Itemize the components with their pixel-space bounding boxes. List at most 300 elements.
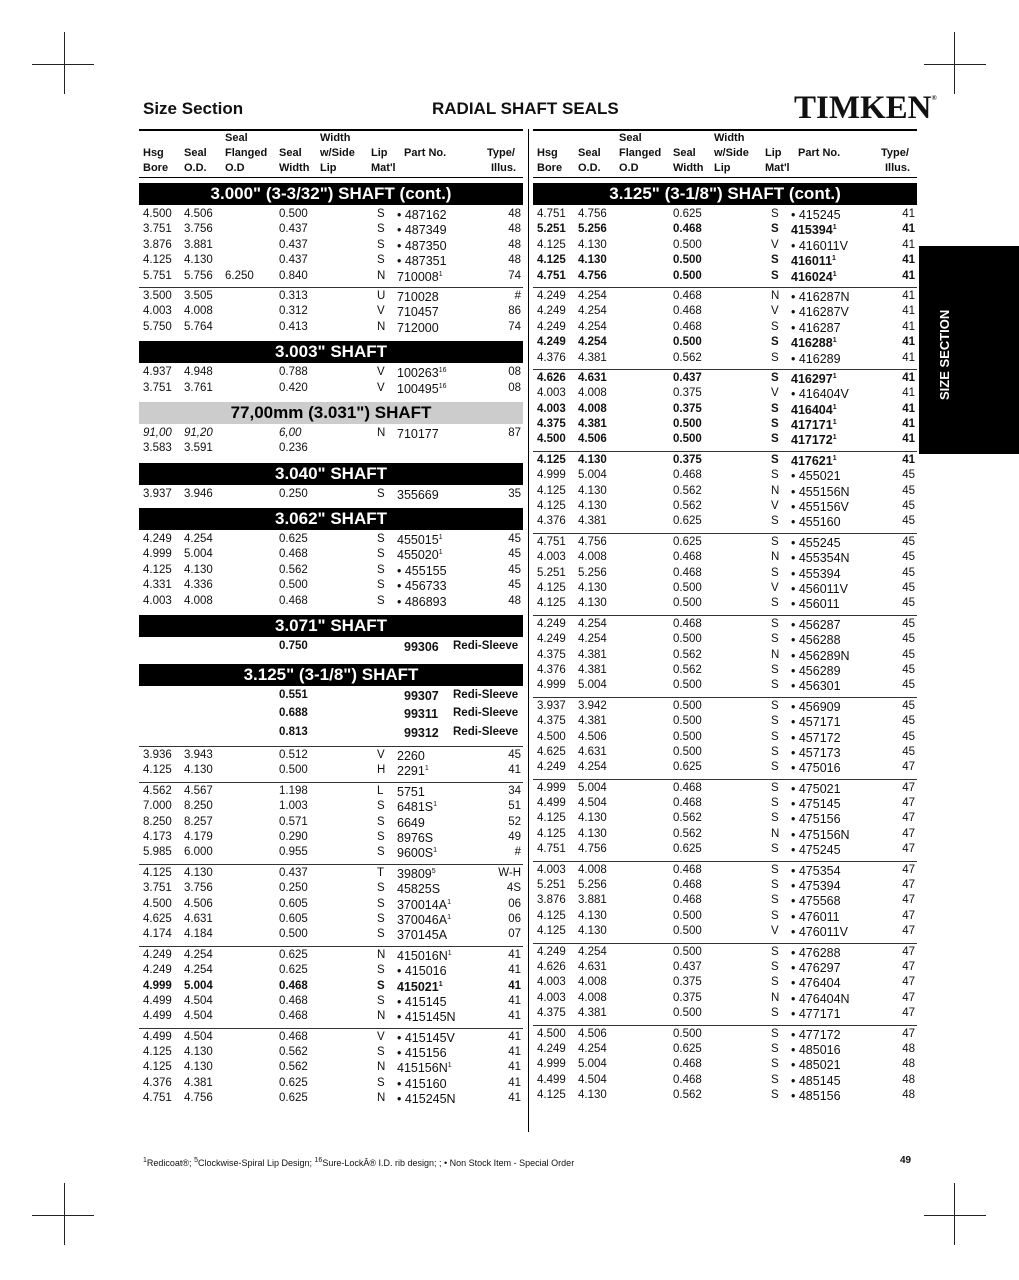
cell-hsg-bore: 4.626: [537, 960, 566, 973]
table-row: [533, 633, 917, 648]
cell-part-no: 8976S: [397, 830, 434, 845]
cell-type-illus: 41: [508, 1010, 521, 1023]
cell-part-no: • 456287: [791, 617, 841, 632]
cell-part-no: • 456301: [791, 679, 841, 694]
cell-hsg-bore: 4.125: [143, 1046, 172, 1059]
cell-type-illus: 41: [508, 1030, 521, 1043]
cell-hsg-bore: 4.999: [537, 781, 566, 794]
cell-seal-width: 0.437: [673, 371, 702, 384]
cell-hsg-bore: 4.125: [537, 597, 566, 610]
cell-seal-width: 0.500: [673, 581, 702, 594]
cell-type-illus: 45: [508, 749, 521, 762]
cell-type-illus: 45: [902, 730, 915, 743]
cell-hsg-bore: 4.999: [143, 979, 172, 992]
cell-lip-material: S: [377, 897, 385, 910]
cell-seal-width: 0.375: [673, 387, 702, 400]
cell-seal-width: 0.468: [673, 305, 702, 318]
cell-part-no: • 487162: [397, 208, 447, 222]
cell-seal-od: 4.381: [578, 515, 607, 528]
cell-hsg-bore: 4.751: [537, 843, 566, 856]
cell-seal-od: 4.130: [578, 238, 607, 251]
cell-type-illus: 41: [902, 433, 915, 446]
cell-part-no: 416288$^1$: [791, 336, 837, 351]
cell-lip-material: S: [771, 843, 779, 856]
cell-lip-material: S: [771, 945, 779, 958]
cell-type-illus: 08: [508, 366, 521, 379]
cell-type-illus: 41: [508, 948, 521, 961]
footnote-marker: 1: [438, 980, 443, 988]
table-row: [139, 1077, 523, 1092]
table-row: [533, 700, 917, 715]
cell-seal-od: 3.756: [184, 223, 213, 236]
table-row: [533, 649, 917, 664]
cell-hsg-bore: 4.625: [143, 912, 172, 925]
cell-seal-width: 0.468: [673, 1058, 702, 1071]
row-group-divider: [533, 533, 917, 534]
header-seal-width: Width: [673, 162, 704, 174]
cell-seal-od: 4.254: [184, 533, 213, 546]
cell-hsg-bore: 4.751: [537, 535, 566, 548]
footnote-text: Clockwise-Spiral Lip Design;: [197, 1158, 315, 1168]
cell-type-illus: 47: [902, 1027, 915, 1040]
cell-lip-material: N: [377, 269, 386, 282]
cell-seal-od: 4.506: [578, 730, 607, 743]
cell-lip-material: V: [771, 581, 779, 594]
cell-seal-od: 4.130: [184, 866, 213, 879]
cell-seal-width: 0.562: [673, 827, 702, 840]
table-row: [533, 679, 917, 694]
cell-part-no: 2260: [397, 749, 425, 764]
cell-type-illus: 47: [902, 827, 915, 840]
cell-type-illus: 41: [902, 320, 915, 333]
cell-seal-od: 4.130: [578, 925, 607, 938]
crop-mark: [924, 1215, 986, 1216]
cell-seal-width: 0.312: [279, 305, 308, 318]
table-row: [533, 894, 917, 909]
cell-part-no: • 456011: [791, 597, 840, 612]
cell-hsg-bore: 4.003: [537, 387, 566, 400]
row-group-divider: [533, 369, 917, 370]
cell-seal-od: 4.631: [184, 912, 213, 925]
footnote-marker: 1: [438, 533, 443, 541]
cell-type-illus: 41: [902, 402, 915, 415]
redi-sleeve-row: [139, 640, 523, 659]
timken-logo: TIMKEN®: [794, 90, 937, 126]
cell-hsg-bore: 4.125: [143, 764, 172, 777]
cell-hsg-bore: 3.936: [143, 749, 172, 762]
cell-seal-od: 3.942: [578, 699, 607, 712]
cell-hsg-bore: 4.003: [537, 863, 566, 876]
table-row: [533, 961, 917, 976]
row-group-divider: [533, 861, 917, 862]
cell-lip-material: L: [377, 784, 384, 797]
cell-part-no: 99307: [404, 688, 439, 703]
column-divider: [528, 129, 529, 1132]
cell-hsg-bore: 3.876: [143, 238, 172, 251]
cell-lip-material: S: [771, 879, 779, 892]
cell-part-no: • 457173: [791, 745, 841, 760]
cell-hsg-bore: 4.125: [537, 254, 566, 267]
cell-hsg-bore: 4.125: [537, 909, 566, 922]
cell-hsg-bore: 4.500: [143, 897, 172, 910]
shaft-size-heading: 3.003" SHAFT: [139, 341, 523, 363]
cell-type-illus: 74: [508, 269, 521, 282]
row-group-divider: [533, 697, 917, 698]
cell-seal-od: 4.567: [184, 784, 213, 797]
cell-lip-material: S: [377, 254, 385, 267]
cell-lip-material: S: [377, 548, 385, 561]
cell-hsg-bore: 3.751: [143, 223, 172, 236]
cell-seal-width: 0.468: [673, 617, 702, 630]
cell-type-illus: 47: [902, 797, 915, 810]
table-row: [533, 270, 917, 285]
cell-type-illus: 48: [508, 208, 521, 220]
cell-part-no: 5751: [397, 784, 425, 799]
cell-hsg-bore: 4.249: [537, 761, 566, 774]
header-seal-width: Width: [279, 162, 310, 174]
cell-lip-material: N: [377, 1061, 386, 1074]
cell-type-illus: #: [514, 846, 521, 859]
cell-type-illus: 47: [902, 1007, 915, 1020]
cell-seal-width: 0.468: [279, 594, 308, 607]
cell-hsg-bore: 4.499: [537, 797, 566, 810]
cell-part-no: 416024$^1$: [791, 269, 837, 284]
cell-lip-material: S: [377, 912, 385, 925]
cell-type-illus: 47: [902, 894, 915, 907]
table-row: [533, 746, 917, 761]
cell-hsg-bore: 4.499: [143, 1030, 172, 1043]
cell-hsg-bore: 4.125: [143, 1061, 172, 1074]
header-flanged-od: O.D: [619, 162, 639, 174]
cell-lip-material: S: [771, 336, 779, 349]
row-group-divider: [533, 1025, 917, 1026]
cell-part-no: • 416287: [791, 320, 841, 335]
cell-hsg-bore: 4.999: [537, 679, 566, 692]
table-row: [139, 564, 523, 579]
table-row: [533, 797, 917, 812]
cell-seal-width: 0.512: [279, 749, 308, 762]
header-seal-od: Seal: [578, 147, 601, 159]
footnote-number: 1: [143, 1157, 147, 1164]
cell-seal-od: 4.179: [184, 830, 213, 843]
cell-lip-material: S: [771, 1042, 779, 1055]
cell-lip-material: S: [771, 597, 779, 610]
cell-hsg-bore: 4.625: [537, 745, 566, 758]
cell-hsg-bore: 4.499: [143, 1010, 172, 1023]
cell-part-no: 39809$^5$: [397, 866, 436, 881]
cell-seal-od: 4.504: [184, 1030, 213, 1043]
cell-seal-width: 1.198: [279, 784, 308, 797]
cell-hsg-bore: 4.125: [143, 254, 172, 267]
cell-part-no: • 455155: [397, 563, 447, 578]
cell-lip-material: S: [771, 453, 779, 466]
cell-lip-material: U: [377, 289, 386, 302]
cell-seal-od: 4.506: [184, 208, 213, 220]
cell-lip-material: S: [771, 730, 779, 743]
cell-type-illus: 41: [508, 1061, 521, 1074]
table-row: [139, 882, 523, 897]
table-row: [139, 579, 523, 594]
cell-type-illus: 41: [902, 254, 915, 267]
cell-lip-material: S: [377, 928, 385, 941]
cell-type-illus: 41: [508, 1076, 521, 1089]
cell-lip-material: V: [771, 925, 779, 938]
header-illus: Illus.: [491, 162, 517, 174]
cell-hsg-bore: 4.249: [143, 948, 172, 961]
cell-seal-width: 0.468: [673, 797, 702, 810]
header-seal-od: O.D.: [184, 162, 207, 174]
table-row: [533, 664, 917, 679]
cell-lip-material: S: [771, 894, 779, 907]
cell-type-illus: 47: [902, 991, 915, 1004]
table-row: [533, 992, 917, 1007]
table-row: [139, 846, 523, 861]
cell-type-illus: 41: [902, 351, 915, 364]
cell-type-illus: 45: [902, 597, 915, 610]
table-row: [533, 1089, 917, 1104]
cell-hsg-bore: 4.249: [537, 289, 566, 302]
table-row: [139, 254, 523, 269]
cell-hsg-bore: 4.125: [537, 500, 566, 513]
cell-seal-width: 0.250: [279, 882, 308, 895]
cell-type-illus: Redi-Sleeve: [453, 640, 519, 653]
cell-part-no: • 475245: [791, 843, 841, 858]
row-group-divider: [533, 779, 917, 780]
cell-type-illus: 48: [902, 1089, 915, 1102]
cell-lip-material: S: [771, 254, 779, 267]
cell-type-illus: 47: [902, 761, 915, 774]
cell-part-no: • 475016: [791, 761, 841, 776]
cell-type-illus: 41: [508, 764, 521, 777]
cell-hsg-bore: 3.937: [537, 699, 566, 712]
header-hsg-bore: Bore: [537, 162, 563, 174]
cell-hsg-bore: 4.499: [143, 994, 172, 1007]
cell-hsg-bore: 4.125: [537, 453, 566, 466]
cell-seal-od: 4.130: [578, 812, 607, 825]
cell-type-illus: 41: [902, 289, 915, 302]
cell-hsg-bore: 5.251: [537, 566, 566, 579]
cell-type-illus: 41: [902, 238, 915, 251]
cell-seal-od: 4.130: [184, 254, 213, 267]
cell-part-no: 710457: [397, 305, 439, 320]
table-row: [139, 270, 523, 285]
cell-lip-material: S: [771, 745, 779, 758]
header-lip-material: Mat'l: [765, 162, 790, 174]
cell-seal-width: 0.955: [279, 846, 308, 859]
cell-type-illus: 45: [902, 679, 915, 692]
cell-lip-material: S: [377, 846, 385, 859]
cell-part-no: 370145A: [397, 928, 448, 943]
cell-type-illus: 45: [902, 663, 915, 676]
cell-hsg-bore: 4.376: [537, 663, 566, 676]
cell-seal-od: 4.381: [578, 1007, 607, 1020]
cell-part-no: • 455156N: [791, 484, 850, 499]
cell-part-no: 710028: [397, 289, 439, 304]
cell-type-illus: 41: [508, 979, 521, 992]
table-row: [139, 898, 523, 913]
cell-seal-od: 4.631: [578, 960, 607, 973]
table-row: [139, 867, 523, 882]
row-group-divider: [533, 615, 917, 616]
cell-seal-od: 5.764: [184, 320, 213, 333]
cell-part-no: • 477172: [791, 1027, 841, 1042]
cell-lip-material: S: [771, 633, 779, 646]
cell-part-no: • 486893: [397, 594, 447, 609]
cell-seal-od: 4.506: [578, 1027, 607, 1040]
footnote-marker: 1: [447, 913, 451, 921]
cell-lip-material: S: [771, 699, 779, 712]
table-row: [139, 1092, 523, 1107]
cell-hsg-bore: 4.125: [537, 827, 566, 840]
table-row: [139, 427, 523, 442]
footnote-marker: 1: [832, 403, 837, 411]
cell-lip-material: V: [771, 238, 779, 251]
row-group-divider: [533, 451, 917, 452]
cell-type-illus: 41: [902, 453, 915, 466]
cell-hsg-bore: 4.003: [537, 402, 566, 415]
table-row: [533, 208, 917, 223]
table-row: [533, 305, 917, 320]
cell-lip-material: N: [377, 426, 386, 439]
cell-hsg-bore: 4.003: [143, 305, 172, 318]
cell-seal-width: 0.290: [279, 830, 308, 843]
table-row: [139, 1031, 523, 1046]
table-row: [533, 761, 917, 776]
cell-type-illus: 06: [508, 897, 521, 910]
cell-type-illus: 45: [902, 648, 915, 661]
cell-seal-od: 4.008: [578, 402, 607, 415]
cell-type-illus: 45: [902, 633, 915, 646]
column-header: [139, 131, 523, 178]
cell-part-no: • 415145N: [397, 1010, 456, 1025]
cell-hsg-bore: 3.876: [537, 894, 566, 907]
cell-hsg-bore: 4.751: [537, 208, 566, 220]
table-row: [533, 976, 917, 991]
cell-lip-material: S: [771, 1058, 779, 1071]
row-group-divider: [139, 287, 523, 288]
cell-seal-width: 0.625: [673, 535, 702, 548]
cell-lip-material: V: [377, 1030, 385, 1043]
cell-part-no: $6481S^1$: [397, 800, 438, 815]
cell-seal-width: 0.625: [279, 1092, 308, 1105]
header-lip-material: Mat'l: [371, 162, 396, 174]
cell-seal-od: 3.946: [184, 487, 213, 500]
cell-lip-material: S: [771, 679, 779, 692]
cell-type-illus: 45: [902, 617, 915, 630]
table-row: [139, 928, 523, 943]
table-row: [533, 500, 917, 515]
cell-seal-od: 4.008: [578, 863, 607, 876]
shaft-size-heading: 3.040" SHAFT: [139, 463, 523, 485]
header-flanged-od: Flanged: [225, 147, 268, 159]
cell-seal-width: 0.500: [673, 1007, 702, 1020]
table-row: [139, 1010, 523, 1025]
cell-lip-material: N: [377, 1092, 386, 1105]
cell-type-illus: 45: [508, 563, 521, 576]
cell-seal-width: 0.500: [279, 928, 308, 941]
cell-part-no: 417171$^1$: [791, 418, 837, 433]
cell-lip-material: S: [771, 909, 779, 922]
cell-seal-od: 4.254: [578, 761, 607, 774]
cell-lip-material: S: [771, 663, 779, 676]
cell-seal-width: 0.840: [279, 269, 308, 282]
cell-part-no: • 456289N: [791, 648, 850, 663]
table-row: [139, 913, 523, 928]
cell-type-illus: 45: [902, 515, 915, 528]
cell-lip-material: V: [771, 387, 779, 400]
cell-seal-width: 0.750: [279, 640, 308, 653]
cell-lip-material: S: [377, 800, 385, 813]
cell-seal-od: 4.504: [578, 797, 607, 810]
cell-hsg-bore: 3.500: [143, 289, 172, 302]
table-row: [533, 946, 917, 961]
cell-seal-od: 4.756: [578, 535, 607, 548]
cell-seal-od: 5.004: [578, 469, 607, 482]
cell-seal-od: 4.254: [578, 617, 607, 630]
cell-hsg-bore: 4.999: [537, 469, 566, 482]
cell-part-no: 415394$^1$: [791, 223, 837, 238]
cell-seal-width: 0.562: [673, 812, 702, 825]
cell-seal-od: 4.506: [578, 433, 607, 446]
footnote-marker: 1: [447, 898, 451, 906]
cell-seal-width: 0.562: [279, 1046, 308, 1059]
cell-type-illus: 52: [508, 815, 521, 828]
cell-lip-material: S: [771, 371, 779, 384]
cell-hsg-bore: 4.500: [537, 433, 566, 446]
cell-lip-material: S: [377, 238, 385, 251]
cell-seal-od: 4.381: [578, 648, 607, 661]
cell-part-no: • 476297: [791, 960, 841, 975]
table-row: [533, 618, 917, 633]
cell-lip-material: S: [377, 979, 385, 992]
table-row: [533, 731, 917, 746]
cell-lip-material: S: [771, 418, 779, 431]
footnote-marker: 1: [832, 372, 837, 380]
cell-seal-od: 4.130: [578, 597, 607, 610]
cell-part-no: • 485021: [791, 1058, 841, 1073]
cell-seal-width: 0.468: [279, 1030, 308, 1043]
cell-part-no: 355669: [397, 487, 439, 502]
cell-seal-width: 0.500: [673, 730, 702, 743]
cell-seal-width: 0.562: [673, 648, 702, 661]
table-row: [139, 964, 523, 979]
cell-part-no: • 455354N: [791, 551, 850, 566]
cell-part-no: 45825S: [397, 882, 441, 897]
table-row: [533, 582, 917, 597]
table-row: [533, 223, 917, 238]
right-column: [533, 129, 917, 1104]
cell-seal-od: 8.257: [184, 815, 213, 828]
cell-hsg-bore: 4.331: [143, 579, 172, 592]
cell-lip-material: S: [771, 402, 779, 415]
table-row: [139, 764, 523, 779]
cell-seal-od: 4.008: [578, 976, 607, 989]
cell-part-no: 99311: [404, 707, 439, 722]
cell-part-no: • 456289: [791, 663, 841, 678]
cell-type-illus: 41: [902, 305, 915, 318]
cell-part-no: $9600S^1$: [397, 846, 438, 861]
cell-seal-width: 0.625: [673, 208, 702, 220]
cell-seal-width: 0.250: [279, 487, 308, 500]
table-row: [533, 372, 917, 387]
cell-seal-width: 0.468: [673, 566, 702, 579]
cell-part-no: 99306: [404, 640, 439, 655]
cell-seal-od: 4.254: [578, 633, 607, 646]
cell-part-no: • 485156: [791, 1089, 841, 1104]
cell-seal-width: 0.468: [279, 979, 308, 992]
cell-type-illus: 48: [508, 223, 521, 236]
cell-seal-od: 4.130: [578, 1089, 607, 1102]
